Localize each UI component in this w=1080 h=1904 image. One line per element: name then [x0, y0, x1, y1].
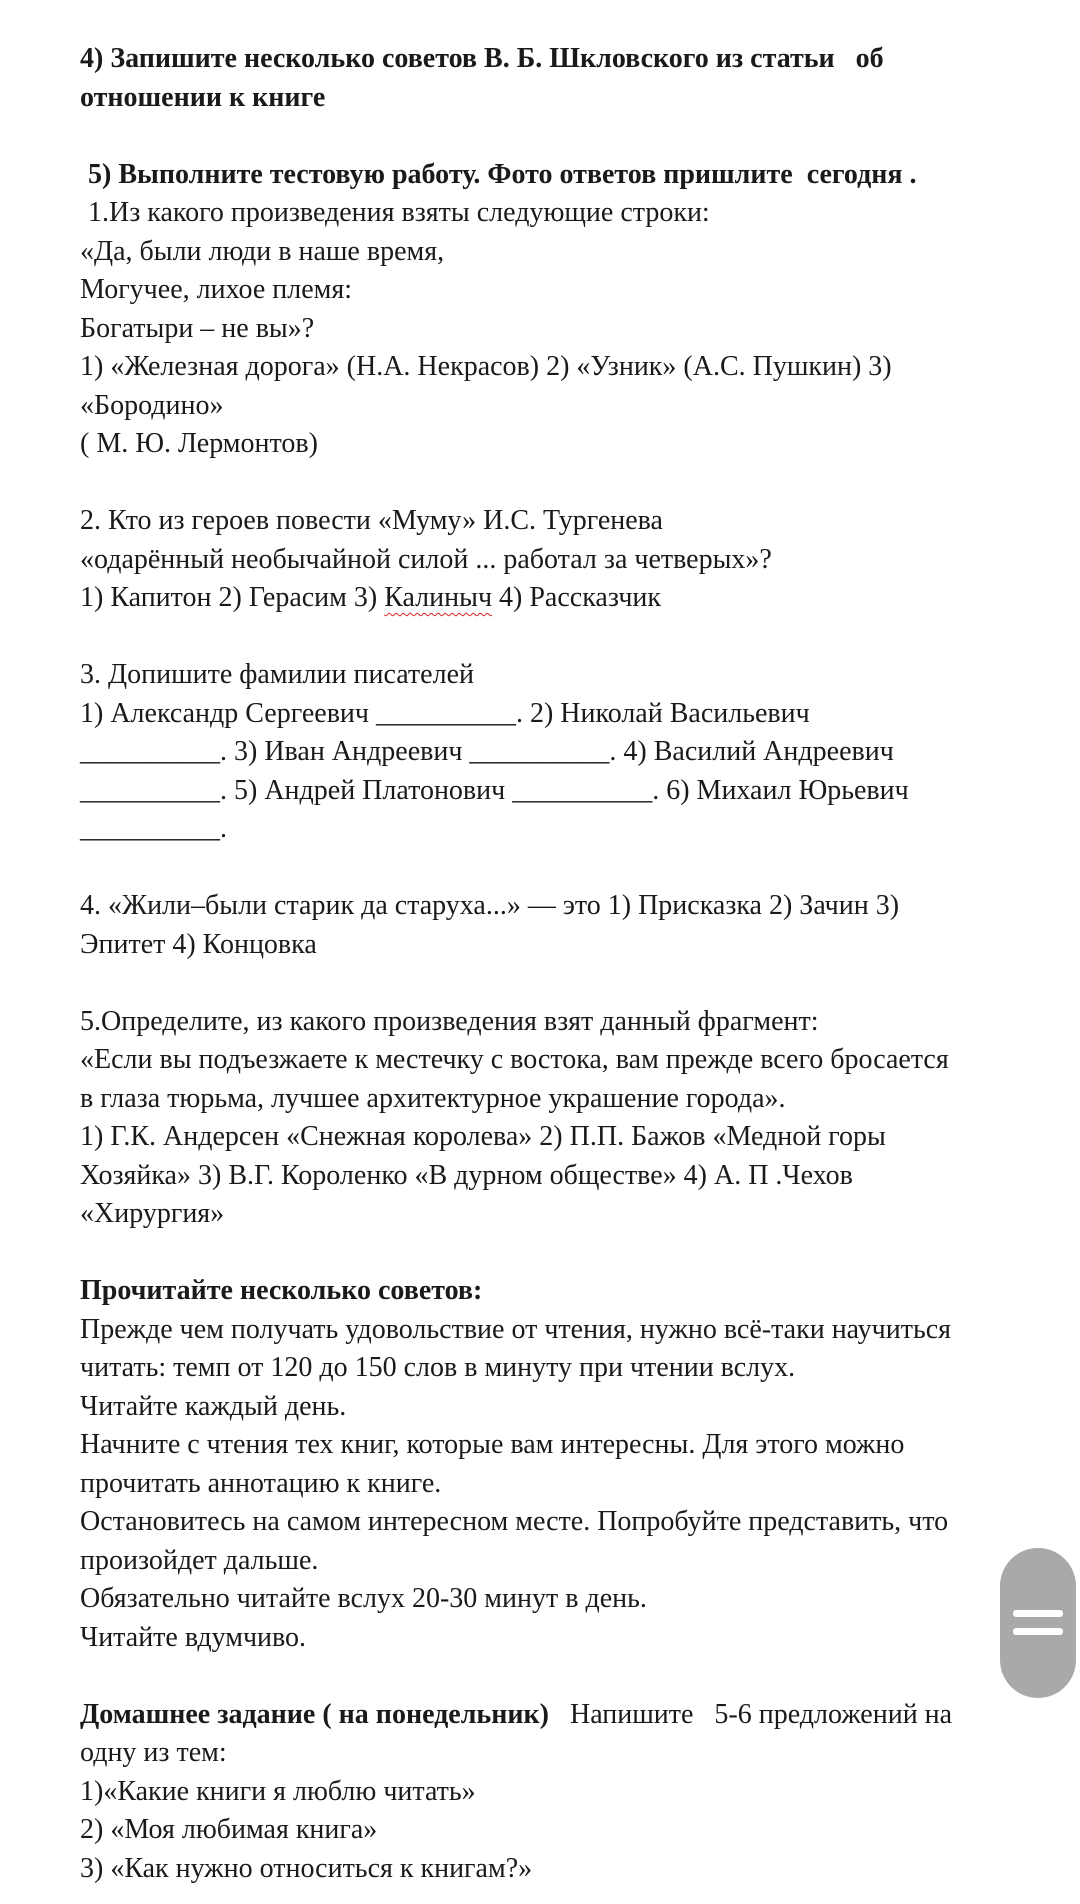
- advice-line7: произойдет дальше.: [80, 1544, 319, 1576]
- homework-line2: одну из тем:: [80, 1737, 227, 1768]
- q5-options-line2: Хозяйка» 3) В.Г. Короленко «В дурном обществе» 4) А. П .Чехов: [80, 1159, 853, 1191]
- q5-options-line3: «Хирургия»: [80, 1198, 225, 1229]
- q3-line2: 1) Александр Сергеевич __________. 2) Николай Васильевич: [80, 697, 810, 729]
- homework-topic1: 1)«Какие книги я люблю читать»: [80, 1775, 476, 1807]
- task4-heading-line2: отношении к книге: [80, 81, 326, 113]
- advice-line4: Начните с чтения тех книг, которые вам интересны. Для этого можно: [80, 1429, 905, 1460]
- q5-quote-line2: в глаза тюрьма, лучшее архитектурное украшение города».: [80, 1082, 786, 1114]
- q3-line3: __________. 3) Иван Андреевич __________. 4) Василий Андреевич: [80, 736, 894, 767]
- q3-text: 3. Допишите фамилии писателей: [80, 659, 474, 690]
- advice-line2: читать: темп от 120 до 150 слов в минуту при чтении вслух.: [80, 1352, 796, 1383]
- q2-text: 2. Кто из героев повести «Муму» И.С. Тургенева: [80, 505, 663, 536]
- homework-heading: Домашнее задание ( на понедельник): [80, 1698, 549, 1730]
- q1-quote-line1: «Да, были люди в наше время,: [80, 235, 445, 267]
- q5-options-line1: 1) Г.К. Андерсен «Снежная королева» 2) П.П. Бажов «Медной горы: [80, 1121, 886, 1152]
- q1-quote-line3: Богатыри – не вы»?: [80, 312, 315, 344]
- q4-line2: Эпитет 4) Концовка: [80, 928, 317, 960]
- q1-options-line1: 1) «Железная дорога» (Н.А. Некрасов) 2) «Узник» (А.С. Пушкин) 3): [80, 351, 892, 382]
- q1-quote-line2: Могучее, лихое племя:: [80, 274, 353, 305]
- advice-line9: Читайте вдумчиво.: [80, 1621, 307, 1653]
- q5-quote-line1: «Если вы подъезжаете к местечку с востока, вам прежде всего бросается: [80, 1044, 949, 1075]
- homework-topic3: 3) «Как нужно относиться к книгам?»: [80, 1852, 533, 1884]
- homework-instruction: Напишите 5-6 предложений на: [548, 1698, 953, 1730]
- advice-line5: прочитать аннотацию к книге.: [80, 1467, 442, 1499]
- q2-options-part2: 4) Рассказчик: [492, 582, 661, 613]
- q1-text: 1.Из какого произведения взяты следующие строки:: [88, 197, 710, 228]
- drag-handle-icon[interactable]: [1000, 1548, 1076, 1698]
- q1-options-line3: ( М. Ю. Лермонтов): [80, 428, 318, 459]
- advice-line1: Прежде чем получать удовольствие от чтения, нужно всё-таки научиться: [80, 1313, 952, 1345]
- q5-text: 5.Определите, из какого произведения взят данный фрагмент:: [80, 1005, 819, 1037]
- q3-line5: __________.: [80, 813, 227, 844]
- q2-options-part1: 1) Капитон 2) Герасим 3): [80, 582, 385, 613]
- document-page: [80, 40, 1020, 1888]
- q1-options-line2: «Бородино»: [80, 389, 224, 421]
- homework-line1: [80, 1696, 1020, 1735]
- q2-options: [80, 579, 1020, 618]
- task4-heading-line1: 4) Запишите несколько советов В. Б. Шкловского из статьи об: [80, 43, 884, 74]
- advice-line6: Остановитесь на самом интересном месте. Попробуйте представить, что: [80, 1506, 949, 1537]
- handle-bar-bottom: [1013, 1628, 1063, 1635]
- q3-line4: __________. 5) Андрей Платонович __________. 6) Михаил Юрьевич: [80, 774, 909, 806]
- homework-topic2: 2) «Моя любимая книга»: [80, 1814, 378, 1845]
- task5-heading: 5) Выполните тестовую работу. Фото ответов пришлите сегодня .: [88, 158, 917, 190]
- advice-line3: Читайте каждый день.: [80, 1390, 347, 1422]
- advice-line8: Обязательно читайте вслух 20-30 минут в день.: [80, 1583, 647, 1614]
- handle-bar-top: [1013, 1610, 1063, 1617]
- q4-line1: 4. «Жили–были старик да старуха...» — это 1) Присказка 2) Зачин 3): [80, 890, 900, 921]
- spellcheck-word: Калиныч: [384, 582, 493, 613]
- q2-quote: «одарённый необычайной силой ... работал за четверых»?: [80, 543, 772, 575]
- advice-heading: Прочитайте несколько советов:: [80, 1275, 483, 1306]
